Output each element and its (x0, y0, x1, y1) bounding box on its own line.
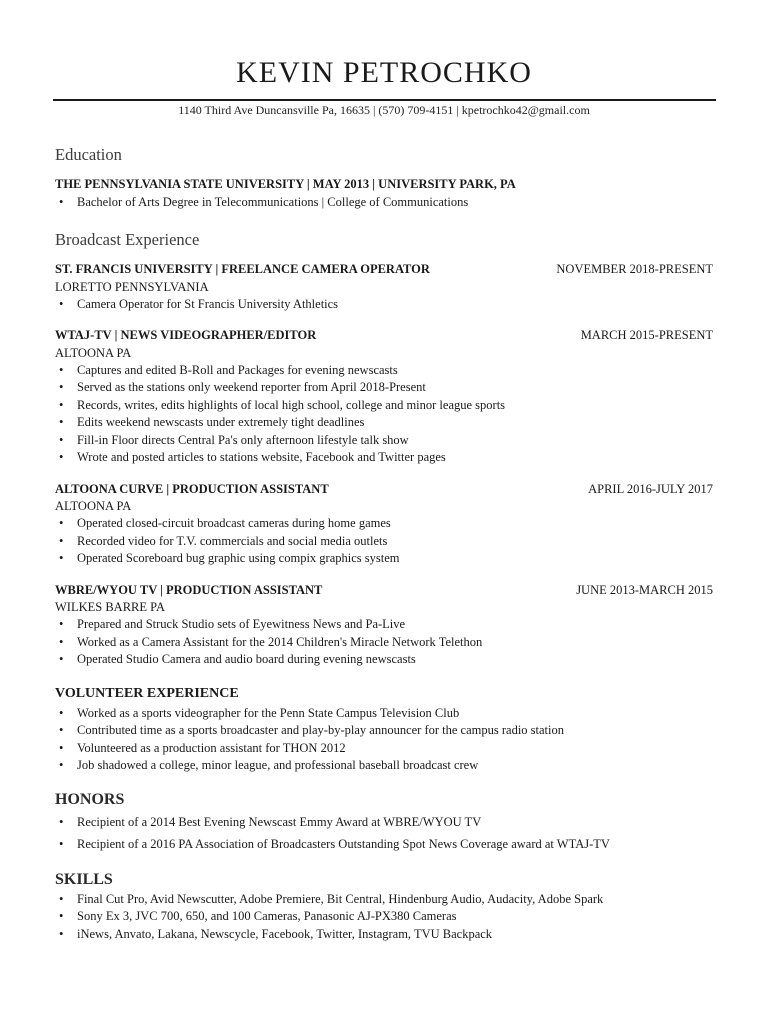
skills-heading: SKILLS (55, 870, 113, 888)
skills-bullets (55, 891, 715, 944)
job-title: WBRE/WYOU TV | PRODUCTION ASSISTANT (55, 582, 323, 597)
job-location: LORETTO PENNSYLVANIA (55, 279, 209, 294)
job-date: NOVEMBER 2018-PRESENT (556, 262, 713, 276)
education-heading: Education (55, 145, 122, 164)
job-header (55, 261, 715, 279)
list-item: • Recipient of a 2014 Best Evening Newscast Emmy Award at WBRE/WYOU TV (55, 811, 715, 833)
job-bullets (55, 515, 715, 568)
list-item: • Volunteered as a production assistant for THON 2012 (55, 740, 715, 758)
list-item: • Prepared and Struck Studio sets of Eyewitness News and Pa-Live (55, 616, 715, 634)
list-item: • Operated Studio Camera and audio board during evening newscasts (55, 651, 715, 669)
contact-line: 1140 Third Ave Duncansville Pa, 16635 | (570) 709-4151 | kpetrochko42@gmail.com (178, 103, 590, 117)
header-rule (53, 99, 716, 101)
job-location: WILKES BARRE PA (55, 600, 165, 614)
job-title: WTAJ-TV | NEWS VIDEOGRAPHER/EDITOR (55, 328, 317, 342)
list-item: • Wrote and posted articles to stations website, Facebook and Twitter pages (55, 449, 715, 467)
list-item: • Recipient of a 2016 PA Association of Broadcasters Outstanding Spot News Coverage award at WTAJ-TV (55, 833, 715, 855)
education-bullets (55, 194, 715, 212)
honors-heading: HONORS (55, 790, 125, 808)
resume-content (55, 144, 715, 943)
broadcast-heading: Broadcast Experience (55, 230, 200, 249)
job-bullets (55, 616, 715, 669)
job-bullets (55, 296, 715, 314)
list-item: • Worked as a sports videographer for the Penn State Campus Television Club (55, 705, 715, 723)
list-item: • Bachelor of Arts Degree in Telecommunications | College of Communications (55, 194, 715, 212)
list-item: • Fill-in Floor directs Central Pa's only afternoon lifestyle talk show (55, 432, 715, 450)
list-item: • Recorded video for T.V. commercials and social media outlets (55, 533, 715, 551)
list-item: • Final Cut Pro, Avid Newscutter, Adobe Premiere, Bit Central, Hindenburg Audio, Audacity, Adobe Spark (55, 891, 715, 909)
job-title: ST. FRANCIS UNIVERSITY | FREELANCE CAMERA OPERATOR (55, 262, 430, 276)
list-item: • Operated closed-circuit broadcast cameras during home games (55, 515, 715, 533)
list-item: • Captures and edited B-Roll and Packages for evening newscasts (55, 362, 715, 380)
list-item: • Worked as a Camera Assistant for the 2014 Children's Miracle Network Telethon (55, 634, 715, 652)
list-item: • Operated Scoreboard bug graphic using compix graphics system (55, 550, 715, 568)
job-date: APRIL 2016-JULY 2017 (588, 481, 713, 496)
job-header (55, 481, 715, 499)
list-item: • Edits weekend newscasts under extremely tight deadlines (55, 414, 715, 432)
job-location: ALTOONA PA (55, 499, 132, 513)
resume-name: KEVIN PETROCHKO (236, 56, 532, 89)
job-location: ALTOONA PA (55, 345, 132, 360)
job-header (55, 582, 715, 600)
volunteer-bullets (55, 705, 715, 775)
job-date: JUNE 2013-MARCH 2015 (576, 582, 713, 597)
job-header (55, 327, 715, 345)
education-school: THE PENNSYLVANIA STATE UNIVERSITY | MAY 2013 | UNIVERSITY PARK, PA (55, 177, 516, 191)
job-bullets (55, 362, 715, 467)
honors-bullets (55, 811, 715, 855)
list-item: • Records, writes, edits highlights of local high school, college and minor league sports (55, 397, 715, 415)
list-item: • Served as the stations only weekend reporter from April 2018-Present (55, 379, 715, 397)
job-date: MARCH 2015-PRESENT (580, 328, 713, 342)
list-item: • Sony Ex 3, JVC 700, 650, and 100 Cameras, Panasonic AJ-PX380 Cameras (55, 908, 715, 926)
list-item: • Camera Operator for St Francis University Athletics (55, 296, 715, 314)
volunteer-heading: VOLUNTEER EXPERIENCE (55, 685, 239, 701)
list-item: • Contributed time as a sports broadcaster and play-by-play announcer for the campus radio station (55, 722, 715, 740)
list-item: • iNews, Anvato, Lakana, Newscycle, Facebook, Twitter, Instagram, TVU Backpack (55, 926, 715, 944)
job-title: ALTOONA CURVE | PRODUCTION ASSISTANT (55, 481, 329, 496)
list-item: • Job shadowed a college, minor league, and professional baseball broadcast crew (55, 757, 715, 775)
